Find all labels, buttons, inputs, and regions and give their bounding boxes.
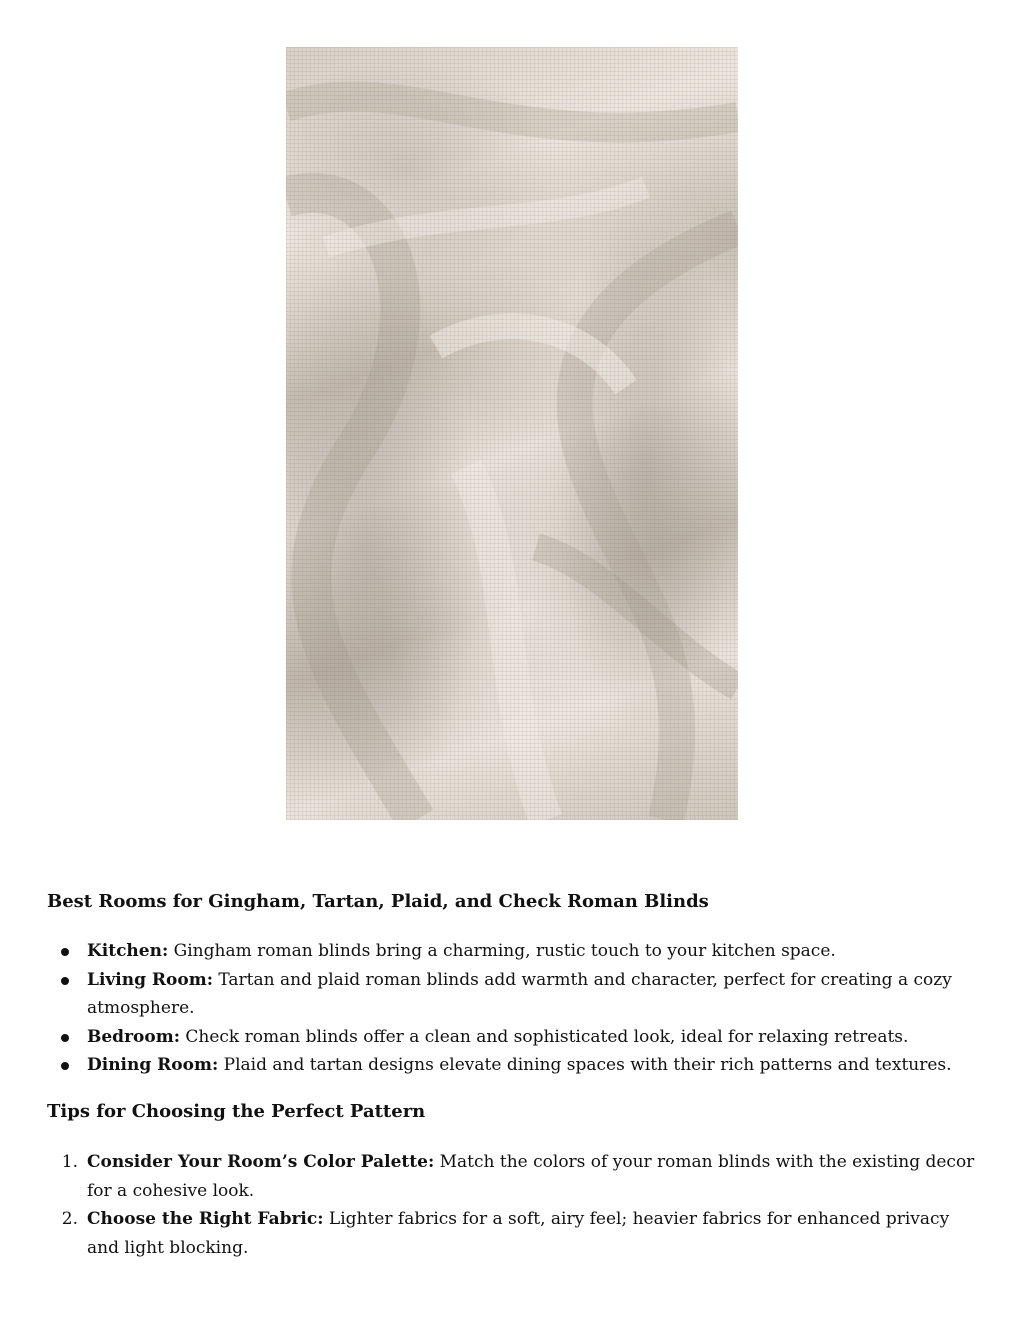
item-label: Dining Room: (87, 1055, 219, 1075)
bullet-icon (61, 977, 69, 985)
item-text: Check roman blinds offer a clean and sophisticated look, ideal for relaxing retreats. (179, 1026, 909, 1047)
fabric-photo (286, 47, 738, 820)
list-number: 2. (61, 1209, 78, 1229)
item-label: Choose the Right Fabric: (87, 1209, 324, 1229)
tips-list (0, 1148, 1024, 1262)
fabric-weave-texture (286, 47, 738, 820)
item-text: Plaid and tartan designs elevate dining spaces with their rich patterns and textures. (218, 1055, 952, 1075)
item-label: Consider Your Room’s Color Palette: (87, 1152, 435, 1172)
bullet-icon (61, 948, 69, 956)
item-text: Lighter fabrics for a soft, airy feel; heavier fabrics for enhanced privacy and light blocking. (87, 1209, 950, 1258)
item-text: Match the colors of your roman blinds with the existing decor for a cohesive look. (87, 1152, 975, 1201)
list-item-bedroom (0, 1023, 1024, 1052)
item-label: Kitchen: (87, 941, 169, 961)
tips-heading: Tips for Choosing the Perfect Pattern (47, 1101, 426, 1122)
list-item-right-fabric (0, 1205, 1024, 1262)
list-item-color-palette (0, 1148, 1024, 1205)
list-number: 1. (61, 1152, 78, 1172)
item-text: Gingham roman blinds bring a charming, rustic touch to your kitchen space. (168, 941, 836, 961)
item-label: Living Room: (87, 969, 213, 990)
list-item-living-room (0, 966, 1024, 1023)
list-item-dining-room (0, 1051, 1024, 1080)
bullet-icon (61, 1034, 69, 1042)
list-item-kitchen (0, 937, 1024, 966)
rooms-heading: Best Rooms for Gingham, Tartan, Plaid, and Check Roman Blinds (47, 891, 709, 912)
rooms-list (0, 937, 1024, 1080)
item-label: Bedroom: (87, 1026, 180, 1047)
item-text: Tartan and plaid roman blinds add warmth and character, perfect for creating a cozy atmosphere. (87, 969, 952, 1018)
bullet-icon (61, 1062, 69, 1070)
